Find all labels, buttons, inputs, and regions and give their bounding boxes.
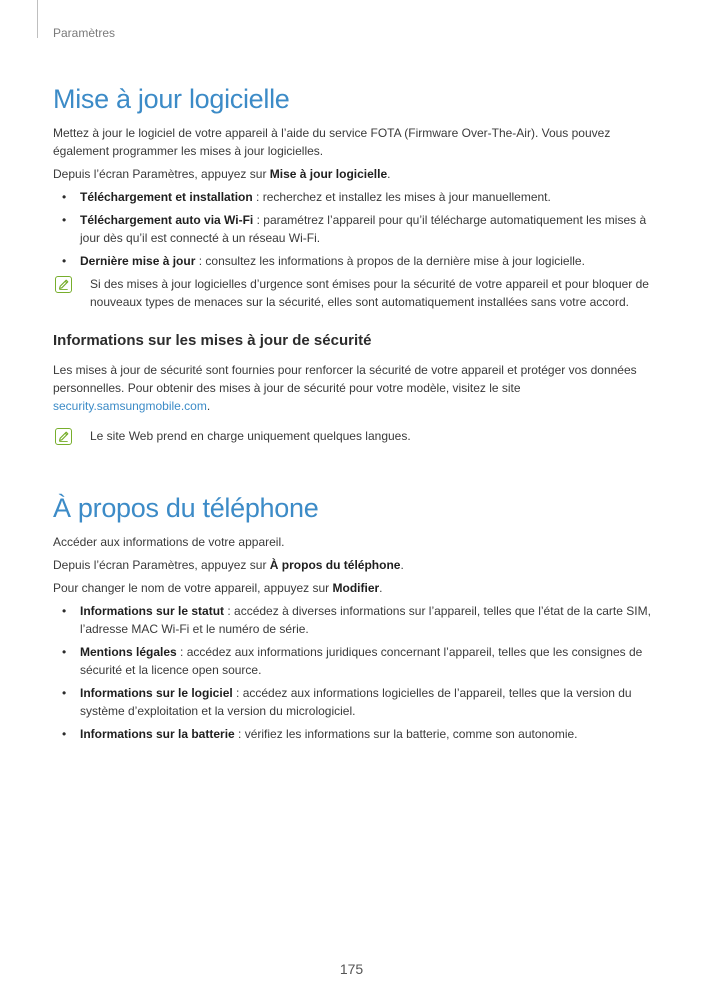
bullet-symbol: • [62, 686, 67, 700]
option-name: Mentions légales [80, 645, 177, 659]
option-description: : recherchez et installez les mises à jour manuellement. [252, 190, 551, 204]
header-divider [37, 0, 38, 38]
security-site-link[interactable]: security.samsungmobile.com [53, 399, 207, 413]
section-title-software-update: Mise à jour logicielle [53, 84, 290, 114]
list-item [53, 643, 658, 679]
list-item [53, 211, 658, 247]
page-content [53, 82, 658, 748]
option-name: Informations sur la batterie [80, 727, 235, 741]
path-end: . [387, 167, 391, 181]
list-item [53, 684, 658, 720]
option-name: Informations sur le statut [80, 604, 225, 618]
rename-device-instruction [53, 579, 658, 597]
rename-action: Modifier [332, 581, 380, 595]
note-text: Le site Web prend en charge uniquement quelques langues. [90, 429, 411, 443]
option-description: : accédez à diverses informations sur l’appareil, telles que l’état de la carte SIM, l’adresse MAC Wi-Fi et le numéro de série. [80, 604, 651, 636]
list-item [53, 725, 658, 743]
note-languages [53, 427, 658, 445]
list-item [53, 188, 658, 206]
bullet-symbol: • [62, 254, 67, 268]
section-title-about-phone: À propos du téléphone [53, 493, 319, 523]
path-text: Depuis l’écran Paramètres, appuyez sur [53, 167, 270, 181]
note-text: Si des mises à jour logicielles d’urgence sont émises pour la sécurité de votre appareil et pour bloquer de nouveaux types de menaces sur la sécurité, elles sont automatiquement installées sans votre accord. [90, 277, 649, 309]
bullet-symbol: • [62, 213, 67, 227]
note-pencil-icon [55, 428, 72, 445]
bullet-symbol: • [62, 604, 67, 618]
about-phone-path [53, 556, 658, 574]
bullet-symbol: • [62, 190, 67, 204]
option-description: : consultez les informations à propos de la dernière mise à jour logicielle. [195, 254, 585, 268]
about-phone-options [53, 602, 658, 743]
option-description: : accédez aux informations logicielles de l’appareil, telles que la version du système d’exploitation et la version du micrologiciel. [80, 686, 632, 718]
option-name: Téléchargement et installation [80, 190, 253, 204]
option-description: : vérifiez les informations sur la batterie, comme son autonomie. [234, 727, 578, 741]
path-text: Depuis l’écran Paramètres, appuyez sur [53, 558, 270, 572]
page-number: 175 [339, 961, 364, 977]
note-pencil-icon [55, 276, 72, 293]
path-menu-item: À propos du téléphone [269, 558, 401, 572]
security-updates-body: Les mises à jour de sécurité sont fournies pour renforcer la sécurité de votre appareil et protéger vos données personnelles. Pour obtenir des mises à jour de sécurité pour votre modèle, visitez le site [53, 363, 637, 395]
bullet-symbol: • [62, 645, 67, 659]
about-phone-intro: Accéder aux informations de votre appareil. [53, 535, 285, 549]
header-title: Paramètres [53, 26, 116, 40]
path-end: . [400, 558, 404, 572]
option-name: Téléchargement auto via Wi-Fi [80, 213, 254, 227]
path-menu-item: Mise à jour logicielle [269, 167, 388, 181]
bullet-symbol: • [62, 727, 67, 741]
option-name: Informations sur le logiciel [80, 686, 233, 700]
subsection-title-security-updates: Informations sur les mises à jour de sécurité [53, 332, 372, 349]
list-item [53, 602, 658, 638]
option-description: : accédez aux informations juridiques concernant l’appareil, telles que les consignes de sécurité et la licence open source. [80, 645, 643, 677]
software-update-path [53, 165, 658, 183]
software-update-options [53, 188, 658, 270]
software-update-intro: Mettez à jour le logiciel de votre appareil à l’aide du service FOTA (Firmware Over-The-Air). Vous pouvez également programmer les mises à jour logicielles. [53, 126, 611, 158]
rename-text: Pour changer le nom de votre appareil, appuyez sur [53, 581, 333, 595]
note-emergency-updates [53, 275, 658, 311]
option-description: : paramétrez l’appareil pour qu’il télécharge automatiquement les mises à jour dès qu’il est connecté à un réseau Wi-Fi. [80, 213, 647, 245]
security-updates-end: . [206, 399, 211, 413]
security-updates-text [53, 361, 658, 415]
option-name: Dernière mise à jour [80, 254, 196, 268]
rename-end: . [379, 581, 383, 595]
list-item [53, 252, 658, 270]
